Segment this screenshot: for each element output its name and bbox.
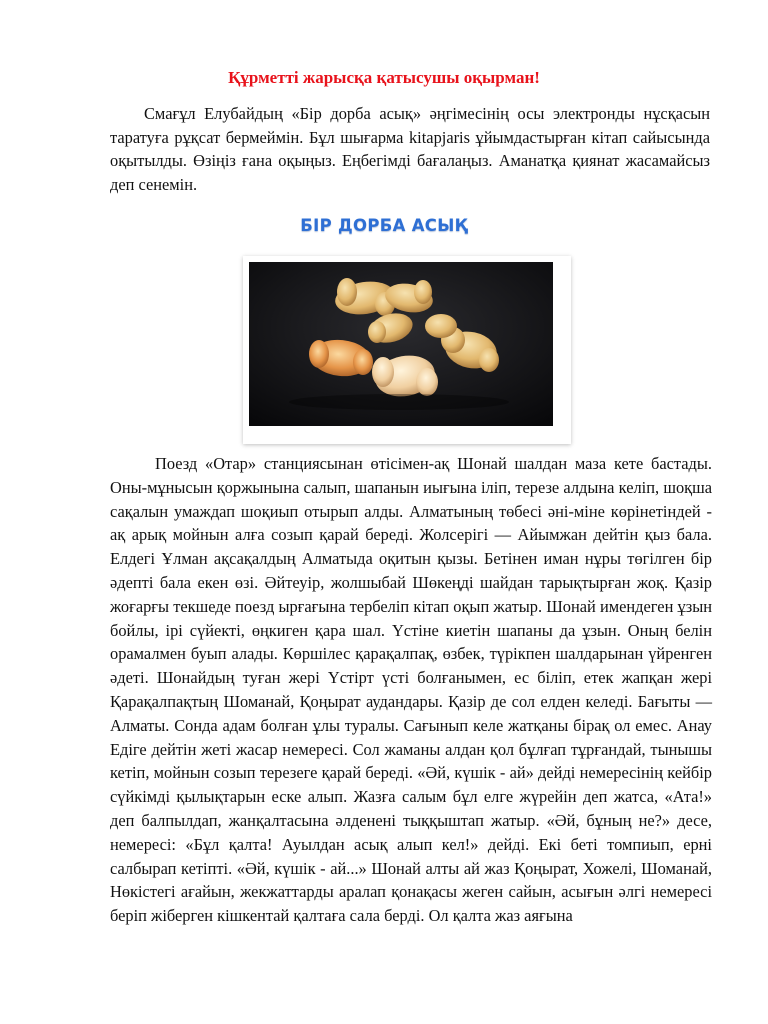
asyk-bones-illustration xyxy=(249,262,553,426)
asyk-bone xyxy=(425,314,457,338)
story-paragraph: Поезд «Отар» станциясынан өтісімен-ақ Шонай шалдан маза кете бастады. Оны-мұнысын қоржынына салып, шапанын иығына іліп, терезе алдына келіп, шоқша сақалын умаждап шоқиып отырып алды. Алматының төбесі әні-міне көрінетіндей - ақ арық мойнын алға созып қарай береді. Жолсерігі — Айымжан дейтін қыз бала. Елдегі Ұлман ақсақалдың Алматыда оқитын қызы. Бетінен иман нұры төгілген бір әдепті бала екен өзі. Әйтеуір, жолшыбай Шөкеңді шайдан тарықтырған жоқ. Қазір жоғарғы текшеде поезд ырғағына тербеліп кітап оқып жатыр. Шонай имендеген ұзын бойлы, ірі сүйекті, өңкиген қара шал. Үстіне киетін шапаны да ұзын. Оның белін орамалмен буып алады. Көршілес қарақалпақ, өзбек, түрікпен шалдарынан үйренген әдеті. Шонайдың туған жері Үстірт үсті болғанымен, ес біліп, етек жапқан жері Қарақалпақтың Шоманай, Қоңырат аудандары. Қазір де сол елден келеді. Бағыты — Алматы. Сонда адам болған ұлы туралы. Сағынып келе жатқаны бірақ ол емес. Анау Едіге дейтін жеті жасар немересі. Сол жаманы алдан қол бұлғап тұрғандай, тынышы кетіп, мойнын созып терезеге қарай береді. «Әй, күшік - ай» дейді немересінің кейбір сүйкімді қылықтарын еске алып. Жазға салым бұл елге жүрейін деп жатса, «Ата!» деп балпылдап, жанқалтасына әлденені тыққыштап жатыр. «Әй, бұның не?» десе, немересі: «Бұл қалта! Ауылдан асық алып кел!» дейді. Екі беті томпиып, ерні салбырап кетіпті. «Әй, күшік - ай...» Шонай алты ай жаз Қоңырат, Хожелі, Шоманай, Нөкістегі ағайын, жекжаттарды аралап қонақасы жеген сайын, асығын әлгі немересі беріп жіберген кішкентай қалтаға сала берді. Ол қалта жаз аяғына xyxy=(110,454,712,926)
story-title: БІР ДОРБА АСЫҚ xyxy=(300,216,468,235)
notice-title: Құрметті жарысқа қатысушы оқырман! xyxy=(228,68,540,87)
asyk-photo xyxy=(243,256,571,444)
notice-paragraph: Смағұл Елубайдың «Бір дорба асық» әңгімесінің осы электронды нұсқасын таратуға рұқсат бермеймін. Бұл шығарма kitapjaris ұйымдастырған кітап сайысында оқытылды. Өзіңіз ғана оқыңыз. Еңбегімді бағалаңыз. Аманатқа қиянат жасамайсыз деп сенемін. xyxy=(110,104,710,194)
